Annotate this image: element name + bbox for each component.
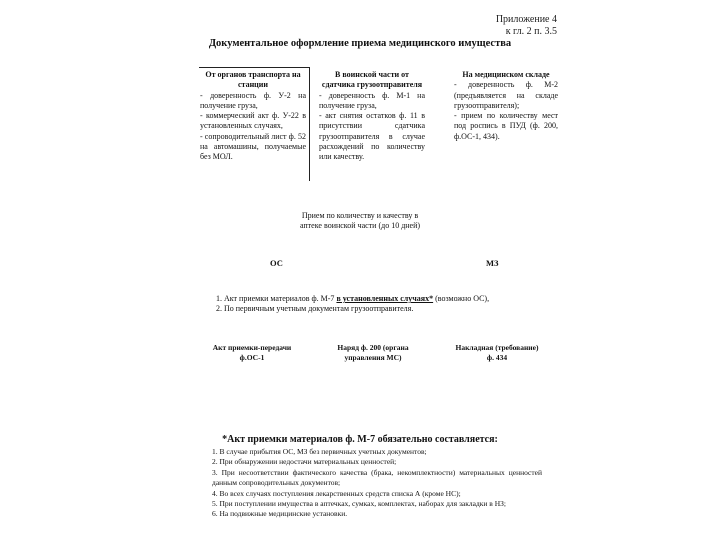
column-item: - акт снятия остатков ф. 11 в присутствии сдатчика грузоотправителя в случае расхождений по количеству или качеству. — [319, 111, 425, 162]
document-invoice-434 — [442, 343, 552, 363]
column-divider — [309, 67, 310, 181]
label-os: ОС — [270, 258, 283, 268]
column-military-unit — [319, 70, 425, 163]
acceptance-list-item: 2. По первичным учетным документам грузоотправителя. — [216, 304, 414, 313]
appendix-number: Приложение 4 — [495, 14, 557, 25]
document-name: Акт приемки-передачи — [212, 343, 292, 352]
item-suffix: (возможно ОС), — [433, 294, 490, 303]
mandatory-list-item: 6. На подвижные медицинские установки. — [212, 509, 348, 519]
column-heading: От органов транспорта на станции — [205, 70, 301, 90]
acceptance-list — [216, 294, 546, 314]
column-item: - доверенность ф. М-2 (предъявляется на складе грузоотправителя); — [454, 80, 558, 110]
appendix-section: к гл. 2 п. 3.5 — [505, 26, 557, 37]
acceptance-note-line: Прием по количеству и качеству в — [301, 211, 419, 220]
mandatory-list-item: 5. При поступлении имущества в аптечках, сумках, комплектах, наборах для закладки в НЗ; — [212, 499, 506, 509]
mandatory-list — [212, 447, 542, 520]
item-prefix: 1. Акт приемки материалов ф. М-7 — [216, 294, 337, 303]
document-form: ф.ОС-1 — [239, 353, 265, 362]
column-medical-warehouse — [454, 70, 558, 142]
label-mz: МЗ — [486, 258, 499, 268]
item-underlined: в установленных случаях* — [336, 294, 434, 303]
document-form: ф. 434 — [486, 353, 508, 362]
mandatory-list-item: 2. При обнаружении недостачи материальных ценностей; — [212, 457, 397, 467]
mandatory-list-item: 3. При несоответствии фактического качества (брака, некомплектности) материальных ценностей данным сопроводительных документов; — [212, 467, 542, 488]
acceptance-note-line: аптеке воинской части (до 10 дней) — [299, 221, 421, 230]
document-act-os1 — [197, 343, 307, 363]
document-form: управления МС) — [344, 353, 402, 362]
document-name: Наряд ф. 200 (органа — [337, 343, 409, 352]
column-heading: В воинской части от сдатчика грузоотправителя — [321, 70, 423, 90]
document-order-200 — [318, 343, 428, 363]
mandatory-section-title: *Акт приемки материалов ф. М-7 обязательно составляется: — [222, 434, 498, 445]
appendix-reference — [496, 14, 557, 38]
column-top-border — [199, 67, 309, 68]
mandatory-list-item: 4. Во всех случаях поступления лекарственных средств списка А (кроме НС); — [212, 488, 461, 498]
mandatory-list-item: 1. В случае прибытия ОС, МЗ без первичных учетных документов; — [212, 447, 427, 456]
document-name: Накладная (требование) — [455, 343, 539, 352]
column-item: - доверенность ф. У-2 на получение груза, — [200, 90, 306, 110]
page-title: Документальное оформление приема медицинского имущества — [208, 38, 512, 49]
column-item: - доверенность ф. М-1 на получение груза, — [319, 90, 425, 110]
column-heading: На медицинском складе — [462, 70, 550, 79]
column-transport — [200, 70, 306, 163]
column-item: - сопроводительный лист ф. 52 на автомашины, получаемые без МОЛ. — [200, 131, 306, 162]
acceptance-list-item — [216, 294, 546, 304]
acceptance-note — [0, 211, 720, 231]
column-item: - коммерческий акт ф. У-22 в установленных случаях, — [200, 111, 306, 131]
column-item: - прием по количеству мест под роспись в ПУД (ф. 200, ф.ОС-1, 434). — [454, 111, 558, 141]
